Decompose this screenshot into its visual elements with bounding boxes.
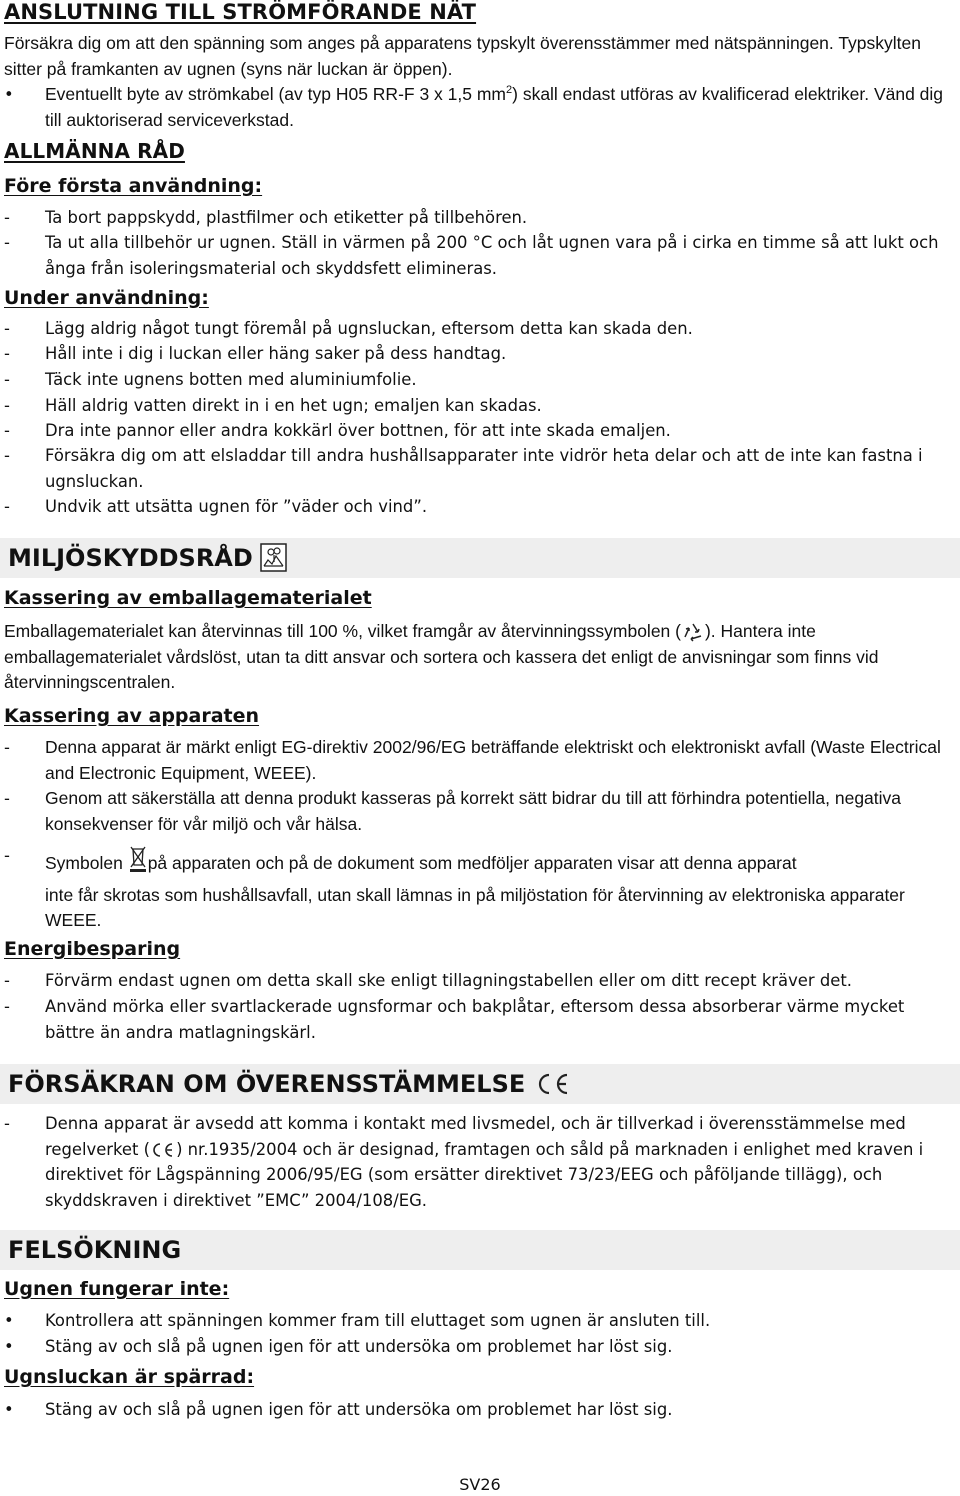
recycling-icon xyxy=(681,622,705,642)
dash-marker: - xyxy=(4,1114,10,1133)
list-item xyxy=(4,443,954,494)
conformity-text-b: ) nr.1935/2004 och är designad, framtagen och såld på marknaden i enlighet med kraven i direktivet för Lågspänning 2006/95/EG (som ersätter direktivet 73/23/EEG och påföljande tillägg), och skyddskraven i direktivet ”EMC” 2004/108/EG. xyxy=(45,1139,924,1210)
list-item xyxy=(4,418,954,444)
list-item xyxy=(4,205,954,231)
dash-marker: - xyxy=(4,789,10,808)
symbol-text-a: Symbolen xyxy=(45,853,123,873)
list-item xyxy=(4,843,954,934)
list-item xyxy=(4,367,954,393)
dash-marker: - xyxy=(4,396,10,415)
list-item-text: Denna apparat är märkt enligt EG-direktiv 2002/96/EG beträffande elektriskt och elektroniskt avfall (Waste Electrical and Electronic Equipment, WEEE). xyxy=(45,737,941,783)
heading-troubleshooting: FELSÖKNING xyxy=(8,1236,182,1264)
list-item-text: Försäkra dig om att elsladdar till andra hushållsapparater inte vidrör heta delar och att de inte kan fastna i ugnsluckan. xyxy=(45,446,923,491)
weee-symbol-text xyxy=(45,843,954,934)
subheading-appliance-disposal: Kassering av apparaten xyxy=(4,705,260,727)
bullet-marker: • xyxy=(4,1337,14,1356)
dash-marker: - xyxy=(4,971,10,990)
dash-marker: - xyxy=(4,208,10,227)
list-item xyxy=(4,786,954,837)
cable-note-b: ) skall endast utföras av kvalificerad elektriker. Vänd dig till auktoriserad serviceverkstad. xyxy=(45,84,944,130)
list-item-text: Stäng av och slå på ugnen igen för att undersöka om problemet har löst sig. xyxy=(45,1400,673,1419)
dash-marker: - xyxy=(4,233,10,252)
food-contact-symbol-icon xyxy=(150,1141,176,1159)
heading-mains-connection: ANSLUTNING TILL STRÖMFÖRANDE NÄT xyxy=(4,0,477,24)
list-item xyxy=(4,341,954,367)
list-item xyxy=(4,82,954,133)
list-item-text: Lägg aldrig något tungt föremål på ugnsluckan, eftersom detta kan skada den. xyxy=(45,319,693,338)
subheading-door-locked: Ugnsluckan är spärrad: xyxy=(4,1366,255,1388)
subheading-oven-not-working: Ugnen fungerar inte: xyxy=(4,1278,230,1300)
list-item-text: Stäng av och slå på ugnen igen för att undersöka om problemet har löst sig. xyxy=(45,1337,673,1356)
bullet-marker: • xyxy=(4,1400,14,1419)
list-item-text: Kontrollera att spänningen kommer fram till eluttaget som ugnen är ansluten till. xyxy=(45,1311,711,1330)
section-band-conformity xyxy=(0,1064,960,1104)
dash-marker: - xyxy=(4,497,10,516)
list-item-text: Ta bort pappskydd, plastfilmer och etiketter på tillbehören. xyxy=(45,208,528,227)
packaging-text-a: Emballagematerialet kan återvinnas till 100 %, vilket framgår av återvinningssymbolen ( xyxy=(4,621,681,641)
subheading-packaging-disposal: Kassering av emballagematerialet xyxy=(4,587,372,609)
superscript-2: 2 xyxy=(506,84,513,97)
dash-marker: - xyxy=(4,421,10,440)
cable-note-a: Eventuellt byte av strömkabel (av typ H05 RR-F 3 x 1,5 mm xyxy=(45,84,506,104)
dash-marker: - xyxy=(4,846,10,865)
packaging-text xyxy=(4,619,950,696)
page-number: SV26 xyxy=(459,1475,501,1494)
conformity-text xyxy=(45,1111,954,1213)
list-item-text: Håll inte i dig i luckan eller häng saker på dess handtag. xyxy=(45,344,507,363)
heading-environment: MILJÖSKYDDSRÅD xyxy=(8,544,253,572)
list-item xyxy=(4,316,954,342)
subheading-during-use: Under användning: xyxy=(4,287,209,309)
section-band-troubleshooting xyxy=(0,1230,960,1270)
ce-mark-icon xyxy=(533,1071,573,1097)
heading-conformity: FÖRSÄKRAN OM ÖVERENSSTÄMMELSE xyxy=(8,1070,526,1098)
list-item xyxy=(4,1308,954,1334)
environment-icon xyxy=(259,542,289,574)
list-item-text: Dra inte pannor eller andra kokkärl över bottnen, för att inte skada emaljen. xyxy=(45,421,671,440)
list-item xyxy=(4,994,954,1045)
list-item-text: Täck inte ugnens botten med aluminiumfolie. xyxy=(45,370,417,389)
subheading-before-first-use: Före första användning: xyxy=(4,175,263,197)
crossed-bin-icon xyxy=(128,843,148,873)
dash-marker: - xyxy=(4,446,10,465)
list-item-text: Häll aldrig vatten direkt in i en het ugn; emaljen kan skadas. xyxy=(45,396,542,415)
dash-marker: - xyxy=(4,738,10,757)
subheading-energy-saving: Energibesparing xyxy=(4,938,181,960)
list-item xyxy=(4,230,954,281)
dash-marker: - xyxy=(4,997,10,1016)
list-item xyxy=(4,1111,954,1213)
heading-general-advice: ALLMÄNNA RÅD xyxy=(4,139,185,163)
dash-marker: - xyxy=(4,370,10,389)
cable-note-text xyxy=(45,82,954,133)
conformity-text-a: Denna apparat är avsedd att komma i kontakt med livsmedel, och är tillverkad i överensstämmelse med regelverket ( xyxy=(45,1114,906,1159)
section-band-environment xyxy=(0,538,960,578)
list-item-text: Ta ut alla tillbehör ur ugnen. Ställ in värmen på 200 °C och låt ugnen vara på i cirka en timme så att lukt och ånga från isoleringsmaterial och skyddsfett elimineras. xyxy=(45,233,939,278)
dash-marker: - xyxy=(4,319,10,338)
bullet-marker: • xyxy=(4,85,14,104)
list-item xyxy=(4,393,954,419)
packaging-text-b: ). Hantera inte emballagematerialet vårdslöst, utan ta ditt ansvar och sortera och kassera det enligt de anvisningar som finns vid återvinningscentralen. xyxy=(4,621,879,692)
list-item-text: Förvärm endast ugnen om detta skall ske enligt tillagningstabellen eller om ditt recept kräver det. xyxy=(45,971,852,990)
symbol-text-b: på apparaten och på de dokument som medföljer apparaten visar att denna apparat xyxy=(147,853,797,873)
dash-marker: - xyxy=(4,344,10,363)
list-item-text: Använd mörka eller svartlackerade ugnsformar och bakplåtar, eftersom dessa absorberar värme mycket bättre än andra matlagningskärl. xyxy=(45,997,905,1042)
list-item-text: Undvik att utsätta ugnen för ”väder och vind”. xyxy=(45,497,428,516)
list-item xyxy=(4,1397,954,1423)
symbol-text-c: inte får skrotas som hushållsavfall, utan skall lämnas in på miljöstation för återvinning av elektroniska apparater WEEE. xyxy=(45,884,905,930)
list-item xyxy=(4,968,954,994)
list-item xyxy=(4,1334,954,1360)
list-item-text: Genom att säkerställa att denna produkt kasseras på korrekt sätt bidrar du till att förhindra potentiella, negativa konsekvenser för vår miljö och vår hälsa. xyxy=(45,788,902,834)
bullet-marker: • xyxy=(4,1311,14,1330)
mains-connection-text: Försäkra dig om att den spänning som anges på apparatens typskylt överensstämmer med nätspänningen. Typskylten sitter på framkanten av ugnen (syns när luckan är öppen). xyxy=(4,33,921,79)
list-item xyxy=(4,735,954,786)
list-item xyxy=(4,494,954,520)
